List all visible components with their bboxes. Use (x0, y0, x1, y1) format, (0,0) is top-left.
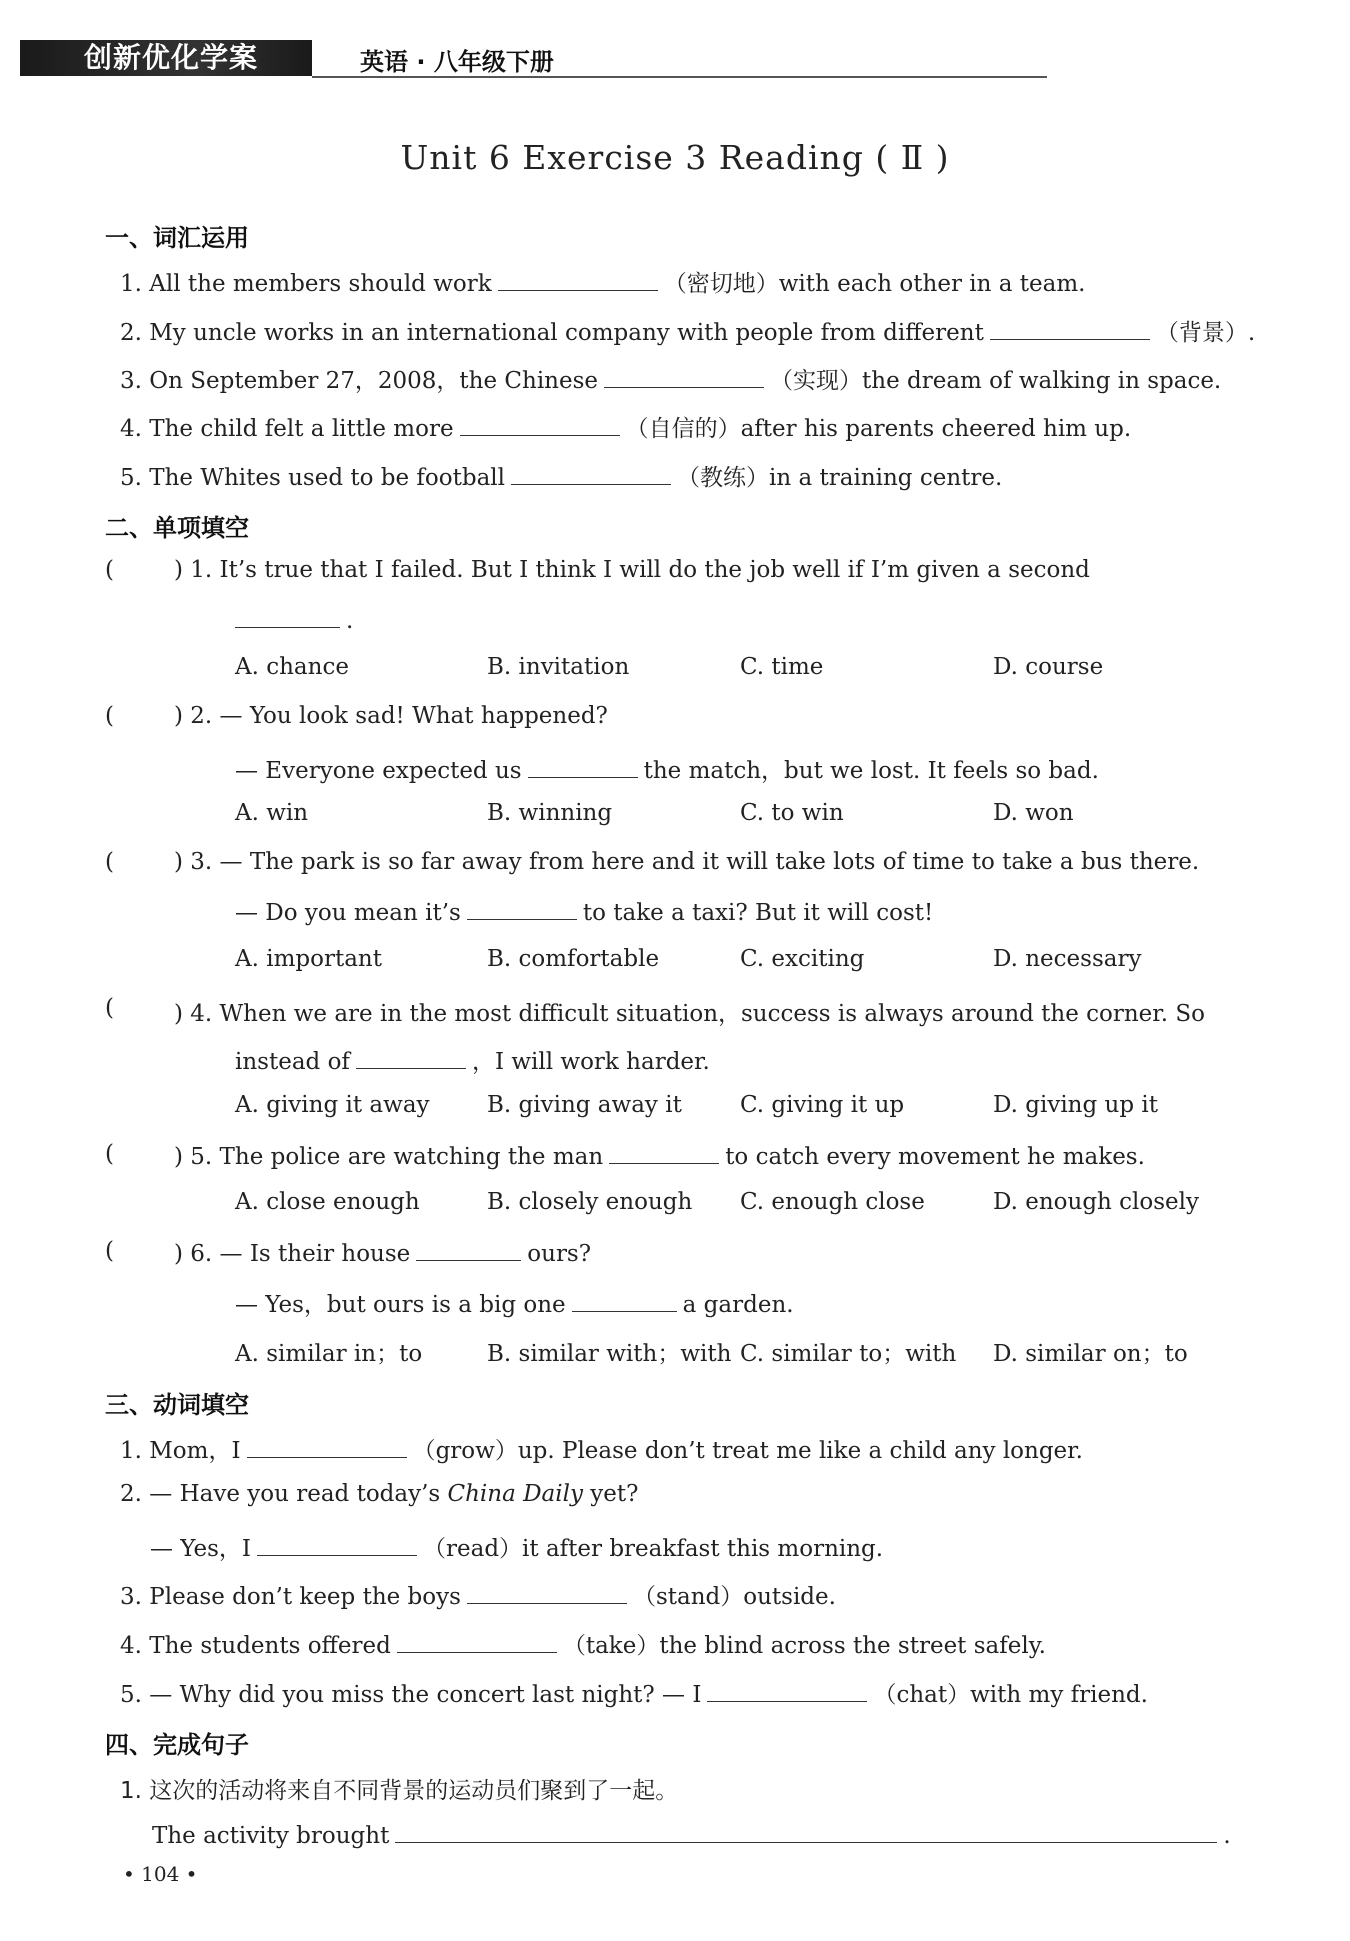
answer-paren[interactable]: ( (105, 1238, 114, 1264)
section-heading-multiple-choice: 二、单项填空 (105, 514, 249, 542)
verb-item-2: 2. — Have you read today’s China Daily yet? (120, 1481, 639, 1507)
answer-blank[interactable] (467, 897, 577, 920)
answer-blank[interactable] (356, 1046, 466, 1069)
answer-blank[interactable] (609, 1141, 719, 1164)
section-heading-verbs: 三、动词填空 (105, 1391, 249, 1419)
option-d[interactable]: D. giving up it (993, 1092, 1158, 1118)
option-b[interactable]: B. similar with；with (487, 1341, 732, 1367)
answer-blank[interactable] (460, 413, 620, 436)
option-a[interactable]: A. chance (235, 654, 349, 680)
option-c[interactable]: C. time (740, 654, 824, 680)
answer-blank[interactable] (498, 268, 658, 291)
answer-blank[interactable] (247, 1435, 407, 1458)
mc-question-6-reply: — Yes，but ours is a big one a garden. (235, 1286, 794, 1319)
answer-paren[interactable]: ( (105, 703, 114, 729)
answer-blank[interactable] (572, 1289, 677, 1312)
answer-blank[interactable] (235, 605, 340, 628)
vocab-item-4: 4. The child felt a little more （自信的）after his parents cheered him up. (120, 410, 1131, 443)
answer-blank[interactable] (416, 1238, 521, 1261)
option-c[interactable]: C. giving it up (740, 1092, 905, 1118)
sentence-item-1-chinese: 1. 这次的活动将来自不同背景的运动员们聚到了一起。 (120, 1778, 679, 1804)
verb-item-4: 4. The students offered （take）the blind across the street safely. (120, 1627, 1046, 1660)
mc-question-4-cont: instead of ，I will work harder. (235, 1043, 710, 1076)
verb-item-5: 5. — Why did you miss the concert last night? — I （chat）with my friend. (120, 1676, 1148, 1709)
option-a[interactable]: A. important (235, 946, 382, 972)
option-c[interactable]: C. enough close (740, 1189, 925, 1215)
option-a[interactable]: A. win (235, 800, 309, 826)
mc-question-1-blank: . (235, 605, 353, 634)
sentence-item-1-english: The activity brought . (152, 1820, 1231, 1849)
option-d[interactable]: D. won (993, 800, 1074, 826)
option-d[interactable]: D. enough closely (993, 1189, 1200, 1215)
option-c[interactable]: C. exciting (740, 946, 865, 972)
option-a[interactable]: A. close enough (235, 1189, 420, 1215)
option-d[interactable]: D. course (993, 654, 1104, 680)
answer-blank[interactable] (511, 462, 671, 485)
option-b[interactable]: B. closely enough (487, 1189, 693, 1215)
answer-blank[interactable] (707, 1679, 867, 1702)
answer-paren[interactable]: ( (105, 849, 114, 875)
option-c[interactable]: C. similar to；with (740, 1341, 957, 1367)
mc-question-2: ) 2. — You look sad! What happened? (174, 703, 608, 729)
answer-blank[interactable] (604, 365, 764, 388)
answer-blank[interactable] (990, 317, 1150, 340)
mc-question-2-reply: — Everyone expected us the match，but we lost. It feels so bad. (235, 752, 1099, 785)
verb-item-3: 3. Please don’t keep the boys （stand）outside. (120, 1578, 836, 1611)
option-b[interactable]: B. comfortable (487, 946, 660, 972)
answer-blank[interactable] (467, 1581, 627, 1604)
option-d[interactable]: D. similar on；to (993, 1341, 1188, 1367)
mc-question-5: ) 5. The police are watching the man to catch every movement he makes. (174, 1141, 1145, 1170)
answer-paren[interactable]: ( (105, 1141, 114, 1167)
answer-blank[interactable] (397, 1630, 557, 1653)
option-b[interactable]: B. invitation (487, 654, 630, 680)
vocab-item-3: 3. On September 27，2008，the Chinese （实现）the dream of walking in space. (120, 362, 1221, 395)
verb-item-2-reply: — Yes，I （read）it after breakfast this morning. (150, 1530, 883, 1563)
header-rule (312, 76, 1047, 78)
page-number: • 104 • (123, 1862, 198, 1886)
brand-logo: 创新优化学案 (20, 40, 312, 76)
option-a[interactable]: A. giving it away (235, 1092, 430, 1118)
mc-question-6: ) 6. — Is their house ours? (174, 1238, 591, 1267)
mc-question-3-reply: — Do you mean it’s to take a taxi? But it will cost! (235, 897, 933, 926)
option-a[interactable]: A. similar in；to (235, 1341, 423, 1367)
vocab-item-1: 1. All the members should work （密切地）with each other in a team. (120, 265, 1085, 298)
option-c[interactable]: C. to win (740, 800, 844, 826)
mc-question-3: ) 3. — The park is so far away from here and it will take lots of time to take a bus there. (174, 849, 1200, 875)
answer-paren[interactable]: ( (105, 995, 114, 1021)
answer-blank[interactable] (257, 1533, 417, 1556)
vocab-item-5: 5. The Whites used to be football （教练）in a training centre. (120, 459, 1002, 492)
answer-paren[interactable]: ( (105, 557, 114, 583)
answer-blank[interactable] (395, 1820, 1217, 1843)
option-b[interactable]: B. giving away it (487, 1092, 682, 1118)
answer-blank[interactable] (528, 755, 638, 778)
vocab-item-2: 2. My uncle works in an international company with people from different （背景）. (120, 314, 1255, 347)
section-heading-sentences: 四、完成句子 (105, 1731, 249, 1759)
section-heading-vocab: 一、词汇运用 (105, 224, 249, 252)
option-d[interactable]: D. necessary (993, 946, 1142, 972)
verb-item-1: 1. Mom，I （grow）up. Please don’t treat me like a child any longer. (120, 1432, 1083, 1465)
mc-question-1: ) 1. It’s true that I failed. But I think I will do the job well if I’m given a second (174, 557, 1090, 583)
mc-question-4: ) 4. When we are in the most difficult situation，success is always around the corner. So (174, 1001, 1205, 1027)
book-subject: 英语 · 八年级下册 (360, 48, 554, 76)
page-title: Unit 6 Exercise 3 Reading ( Ⅱ ) (400, 138, 950, 177)
option-b[interactable]: B. winning (487, 800, 613, 826)
page-header (20, 40, 1025, 80)
